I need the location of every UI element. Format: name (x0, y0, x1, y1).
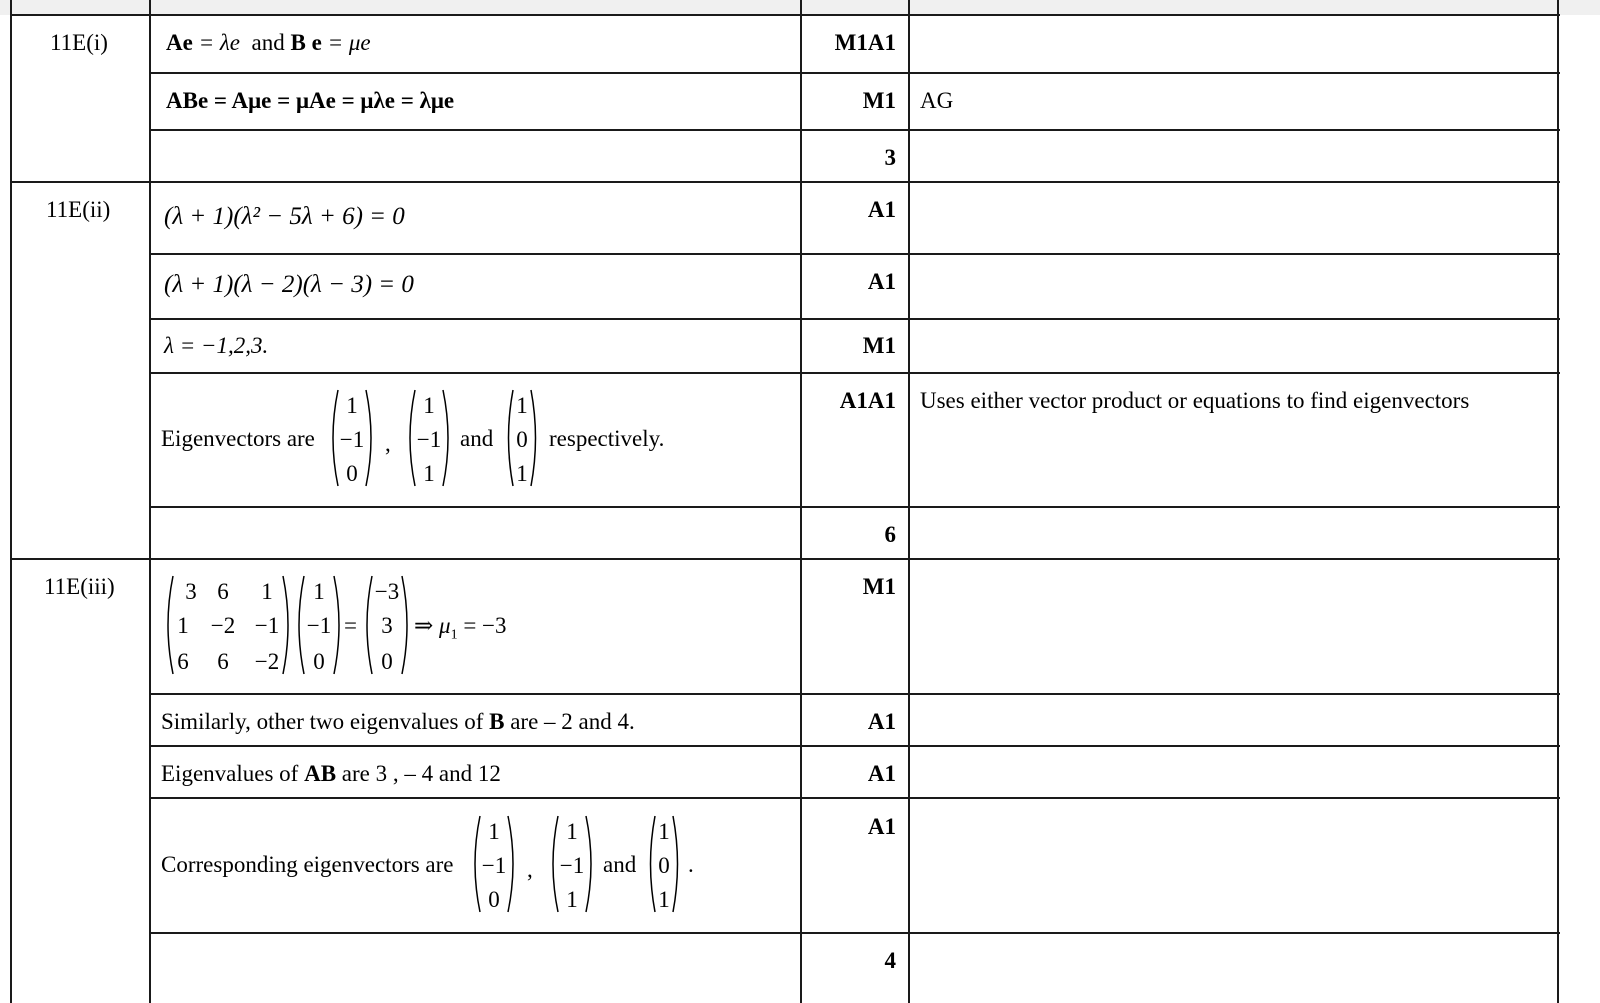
implies-symbol: ⇒ (414, 613, 434, 638)
working-part: are 3 , – 4 and 12 (341, 761, 501, 786)
question-label: 11E(i) (50, 30, 108, 55)
column-divider (908, 0, 910, 1003)
period: . (688, 852, 694, 877)
mark-code: M1 (862, 333, 896, 358)
eigenvectors-label: Eigenvectors are (161, 426, 315, 451)
working-part: = λe (198, 30, 241, 55)
mu-subscript: 1 (450, 627, 458, 643)
working-part: and (251, 30, 285, 55)
mark-code: A1A1 (839, 388, 896, 413)
working-line (161, 710, 635, 733)
vector-entry: 1 (516, 461, 528, 486)
guidance-note: AG (920, 88, 954, 113)
vector-entry: 1 (313, 579, 325, 604)
column-vector (294, 572, 344, 678)
eigenvalue-value: = −3 (463, 613, 507, 638)
vector-entry: −1 (481, 853, 507, 878)
working-line (161, 762, 501, 785)
matrix-b (163, 572, 293, 678)
vector-entry: 1 (423, 393, 435, 418)
mark-code: A1 (867, 269, 896, 294)
mark-code: A1 (867, 709, 896, 734)
mark-code: A1 (867, 197, 896, 222)
working-line: λ = −1,2,3. (164, 333, 269, 358)
column-vector (405, 386, 453, 490)
working-part: are – 2 and 4. (510, 709, 635, 734)
mark-code: M1 (862, 88, 896, 113)
column-divider (149, 0, 151, 1003)
column-vector (548, 812, 596, 916)
matrix-entry: 3 (185, 579, 197, 604)
vector-entry: −1 (416, 427, 442, 452)
row-divider (150, 693, 1560, 695)
row-divider (150, 797, 1560, 799)
vector-entry: −1 (559, 853, 585, 878)
row-divider (150, 372, 1560, 374)
matrix-entry: 1 (177, 613, 189, 638)
row-divider (150, 932, 1560, 934)
question-label: 11E(ii) (46, 197, 111, 222)
column-vector (646, 812, 682, 916)
vector-entry: 1 (423, 461, 435, 486)
mark-code: M1A1 (834, 30, 896, 55)
column-vector (470, 812, 518, 916)
row-divider (10, 14, 1560, 16)
matrix-entry: 6 (217, 579, 229, 604)
column-divider (1557, 0, 1559, 1003)
column-vector (362, 572, 412, 678)
working-line: ABe = Aμe = μAe = μλe = λμe (166, 88, 455, 113)
matrix-entry: 6 (177, 649, 189, 674)
column-divider (10, 0, 12, 1003)
mark-code: M1 (862, 574, 896, 599)
mark-total: 3 (884, 145, 896, 170)
vector-entry: −3 (374, 579, 400, 604)
matrix-entry: 1 (261, 579, 273, 604)
separator-comma: , (385, 431, 391, 456)
separator-comma: , (527, 857, 533, 882)
row-divider (150, 506, 1560, 508)
question-label: 11E(iii) (44, 574, 115, 599)
vector-entry: −1 (306, 613, 332, 638)
column-vector (504, 386, 540, 490)
mark-code: A1 (867, 761, 896, 786)
and-word: and (460, 426, 494, 451)
row-divider (150, 72, 1560, 74)
vector-entry: −1 (339, 427, 365, 452)
mark-total: 6 (884, 522, 896, 547)
matrix-entry: −2 (210, 613, 236, 638)
equals-sign: = (344, 613, 357, 638)
working-part: Similarly, other two eigenvalues of (161, 709, 484, 734)
vector-entry: 1 (658, 887, 670, 912)
respectively-word: respectively. (549, 426, 665, 451)
working-part: = μe (327, 30, 371, 55)
row-divider (10, 558, 1560, 560)
eigenvectors-label: Corresponding eigenvectors are (161, 852, 454, 877)
row-divider (150, 745, 1560, 747)
vector-entry: 1 (566, 887, 578, 912)
mark-code: A1 (867, 814, 896, 839)
column-vector (328, 386, 376, 490)
guidance-note: Uses either vector product or equations to find eigenvectors (920, 388, 1470, 413)
vector-entry: 1 (346, 393, 358, 418)
mu-symbol: μ (439, 613, 451, 638)
vector-entry: 0 (488, 887, 500, 912)
mark-total: 4 (884, 948, 896, 973)
vector-entry: 0 (658, 853, 670, 878)
working-part: Eigenvalues of (161, 761, 299, 786)
matrix-entry: −1 (254, 613, 280, 638)
vector-entry: 1 (488, 819, 500, 844)
vector-entry: 0 (381, 649, 393, 674)
eigenvalue-result (414, 614, 507, 643)
matrix-entry: −2 (254, 649, 280, 674)
row-divider (10, 181, 1560, 183)
vector-entry: 1 (566, 819, 578, 844)
and-word: and (603, 852, 637, 877)
vector-entry: 3 (381, 613, 393, 638)
row-divider (150, 129, 1560, 131)
working-line (166, 31, 371, 54)
working-part: B (489, 709, 505, 734)
vector-entry: 0 (516, 427, 528, 452)
matrix-entry: 6 (217, 649, 229, 674)
vector-entry: 1 (658, 819, 670, 844)
vector-entry: 1 (516, 393, 528, 418)
working-line: (λ + 1)(λ − 2)(λ − 3) = 0 (164, 271, 414, 298)
working-part: B e (290, 30, 322, 55)
row-divider (150, 318, 1560, 320)
row-divider (150, 253, 1560, 255)
column-divider (800, 0, 802, 1003)
working-line: (λ + 1)(λ² − 5λ + 6) = 0 (164, 203, 405, 230)
working-part: Ae (166, 30, 193, 55)
vector-entry: 0 (313, 649, 325, 674)
working-part: AB (304, 761, 337, 786)
vector-entry: 0 (346, 461, 358, 486)
